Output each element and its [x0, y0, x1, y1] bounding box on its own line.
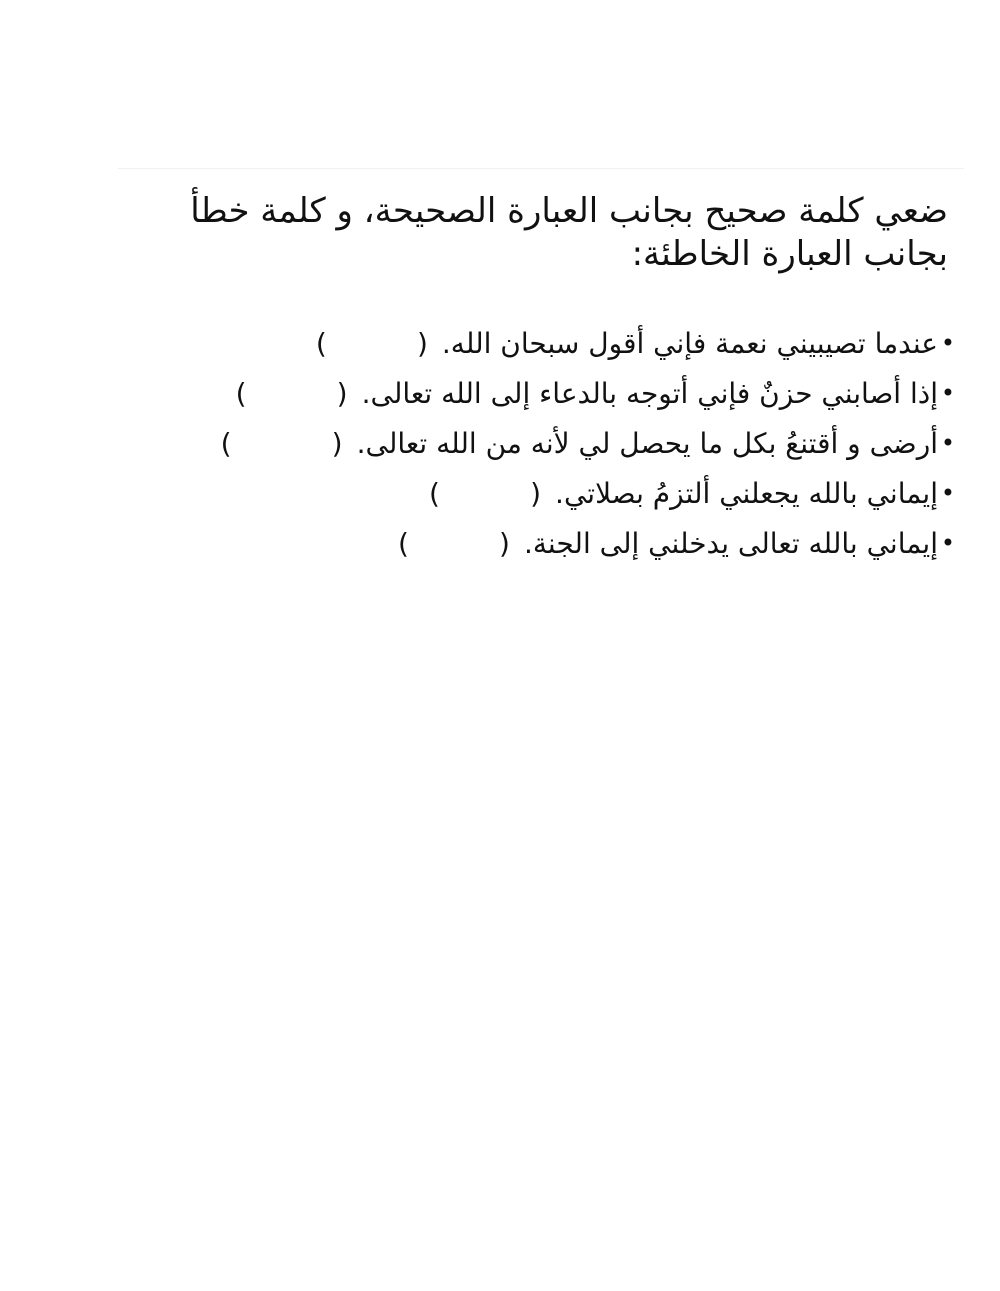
bullet-icon: • — [940, 479, 956, 507]
bullet-icon: • — [940, 529, 956, 557]
statement-text-4: إيماني بالله يجعلني ألتزمُ بصلاتي. — [555, 476, 938, 510]
statement-item-1 — [138, 318, 958, 368]
statement-item-2 — [138, 368, 958, 418]
worksheet-instruction — [158, 190, 948, 276]
close-parenthesis: ) — [499, 526, 510, 560]
bullet-icon: • — [940, 329, 956, 357]
statement-item-5 — [138, 518, 958, 568]
instruction-line-2: بجانب العبارة الخاطئة: — [631, 234, 948, 274]
open-parenthesis: ( — [397, 526, 409, 560]
open-parenthesis: ( — [220, 426, 232, 460]
answer-field-3[interactable] — [221, 427, 343, 460]
statement-list — [138, 318, 958, 568]
answer-field-2[interactable] — [236, 377, 348, 410]
close-parenthesis: ) — [336, 376, 348, 410]
statement-item-4 — [138, 468, 958, 518]
statement-text-2: إذا أصابني حزنٌ فإني أتوجه بالدعاء إلى الله تعالى. — [361, 376, 938, 410]
statement-text-1: عندما تصيبيني نعمة فإني أقول سبحان الله. — [441, 326, 938, 360]
answer-field-1[interactable] — [316, 327, 428, 360]
close-parenthesis: ) — [331, 426, 343, 460]
statement-item-3 — [138, 418, 958, 468]
close-parenthesis: ) — [416, 326, 428, 360]
bullet-icon: • — [940, 379, 956, 407]
instruction-line-1: ضعي كلمة صحيح بجانب العبارة الصحيحة، و كلمة خطأ — [190, 191, 948, 231]
statement-text-5: إيماني بالله تعالى يدخلني إلى الجنة. — [523, 526, 938, 560]
open-parenthesis: ( — [315, 326, 327, 360]
top-divider — [118, 168, 964, 169]
bullet-icon: • — [940, 429, 956, 457]
answer-field-5[interactable] — [398, 527, 510, 560]
open-parenthesis: ( — [429, 476, 440, 510]
answer-field-4[interactable] — [429, 477, 541, 510]
open-parenthesis: ( — [235, 376, 247, 410]
statement-text-3: أرضى و أقتنعُ بكل ما يحصل لي لأنه من الله تعالى. — [356, 426, 938, 460]
close-parenthesis: ) — [530, 476, 542, 510]
